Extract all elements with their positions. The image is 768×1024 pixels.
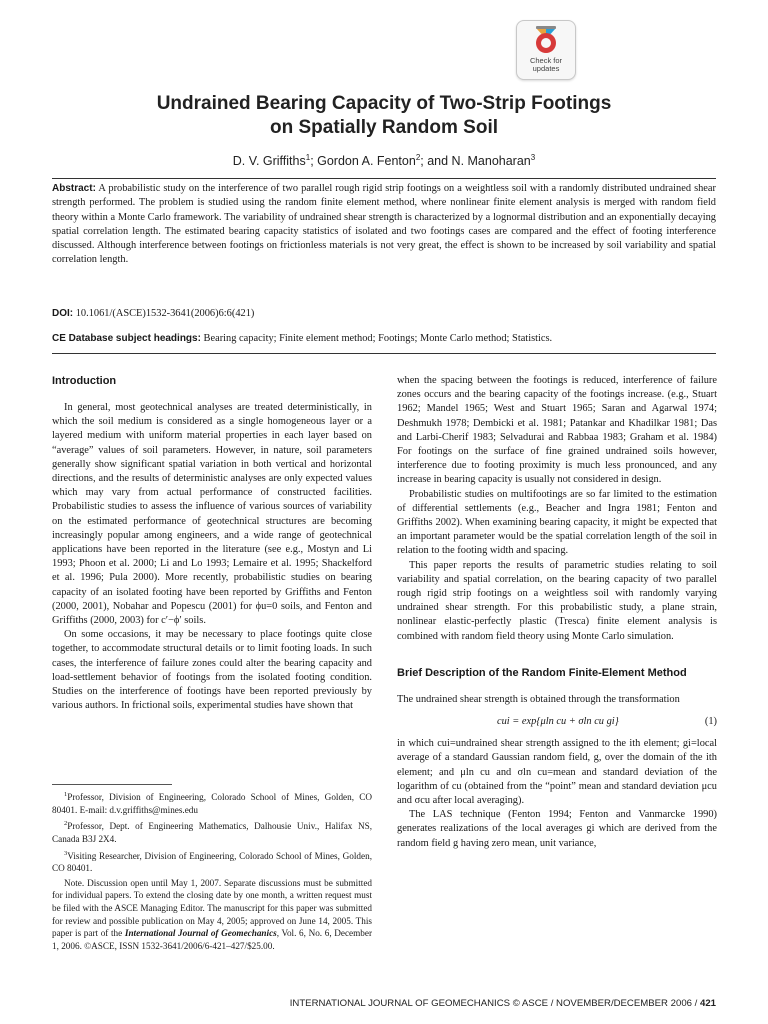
- abstract-text: A probabilistic study on the interference of two parallel rough rigid strip footings on a weightless soil with a randomly distributed undrained shear strength performed. The problem is studied using the random finite element method, where nonlinear finite element analysis is merged with random field theory within a Monte Carlo framework. The variability of undrained shear strength is characterized by a lognormal distribution and an exponentially decaying spatial correlation length. The estimated bearing capacity statistics of isolated and two footings cases are compared and the effect of footing interference discussed. Although interference between footings on frictionless materials is not very great, the effect is shown to be increased by soil variability and spatial correlation length.: [52, 183, 716, 266]
- subject-headings-label: CE Database subject headings:: [52, 333, 201, 344]
- abstract-label: Abstract:: [52, 183, 96, 194]
- check-for-updates-badge[interactable]: [516, 20, 576, 80]
- footnote-2: [52, 818, 372, 845]
- author-1-affil: 1: [305, 153, 311, 162]
- check-for-updates-label: [517, 57, 575, 73]
- left-column: [52, 374, 372, 713]
- section-heading-random-fem: Brief Description of the Random Finite-Element Method: [397, 666, 687, 679]
- section-heading-introduction: Introduction: [52, 375, 117, 387]
- doi-link[interactable]: 10.1061/(ASCE)1532-3641(2006)6:6(421): [75, 308, 255, 319]
- title-line-2: on Spatially Random Soil: [269, 117, 499, 138]
- intro-paragraph-1: In general, most geotechnical analyses are treated deterministically, in which the soil medium is considered as a single homogeneous layer or a layered medium with uniform material properties in each layer based on “average” values of soil parameters. However, in nature, soil parameters generally show significant spatial variation in both vertical and horizontal directions, and the results of deterministic analyses are only expected values which may vary from actual performance of constructed facilities. Probabilistic studies to assess the influence of various sources of variability on the estimated performance of geotechnical structures are becoming increasingly popular among engineers, and a wide range of geotechnical applications have been reported in the literature (see e.g., Mostyn and Li 1993; Phoon et al. 2000; Li and Lo 1993; Lemaire et al. 1995; Shackelford et al. 1996; Pula 2000). More recently, probabilistic studies on bearing capacity of an isolated footing have been reported by Griffiths and Fenton (2000, 2001), Nobahar and Popescu (2001) for ϕu=0 soils, and Fenton and Griffiths (2000, 2003) for c′−ϕ′ soils.: [52, 402, 372, 627]
- discussion-note: [52, 877, 372, 953]
- abstract: [52, 182, 716, 268]
- doi-line: [52, 308, 716, 319]
- footer-journal: INTERNATIONAL JOURNAL OF GEOMECHANICS © ASCE / NOVEMBER/DECEMBER 2006 /: [289, 998, 700, 1009]
- equation-1: [397, 715, 717, 729]
- crossmark-icon: [533, 26, 559, 56]
- journal-name: International Journal of Geomechanics: [124, 928, 277, 939]
- intro-paragraph-2: On some occasions, it may be necessary to place footings quite close together, to accommodate structural details or to limit footing loads. In such cases, the interference of failure zones could alter the bearing capacity and load-settlement behavior of footings from the isolated footing condition. Studies on the interference of footings have been reported previously by various authors. In frictional soils, experimental studies have shown that: [52, 629, 372, 712]
- author-list: [60, 153, 708, 168]
- footnote-1-mark: 1: [64, 791, 68, 798]
- footnote-3-mark: 3: [64, 849, 68, 857]
- right-paragraph-3: This paper reports the results of parametric studies relating to soil variability and spatial correlation, on the bearing capacity of two parallel rough rigid strip footings on a weightless soil with randomly varying undrained shear strength. For this probabilistic study, a plane strain, nonlinear elastic-perfectly plastic (Tresca) finite element analysis is combined with random field theory using Monte Carlo simulation.: [397, 559, 717, 642]
- footnote-3: [52, 848, 372, 875]
- note-text-b: , Vol. 6, No. 6, December 1, 2006. ©ASCE, ISSN 1532-3641/2006/6-421–427/$25.00.: [52, 928, 372, 951]
- author-1: D. V. Griffiths: [232, 154, 306, 169]
- footnote-3-text: Visiting Researcher, Division of Engineering, Colorado School of Mines, Golden, CO 80401.: [52, 850, 372, 874]
- note-text-a: Note. Discussion open until May 1, 2007. Separate discussions must be submitted for individual papers. To extend the closing date by one month, a written request must be filed with the ASCE Managing Editor. The manuscript for this paper was submitted for review and possible publication on May 4, 2005; approved on June 14, 2005. This paper is part of the: [52, 877, 372, 939]
- divider-middle: [52, 353, 716, 354]
- paper-title: [60, 92, 708, 140]
- page-number: 421: [699, 998, 716, 1009]
- footnotes: [52, 784, 372, 954]
- footnote-1-text: Professor, Division of Engineering, Colorado School of Mines, Golden, CO 80401. E-mail: d.v.griffiths@mines.edu: [52, 792, 372, 815]
- badge-line-2: updates: [532, 64, 560, 73]
- title-line-1: Undrained Bearing Capacity of Two-Strip Footings: [156, 93, 612, 114]
- subject-headings: [52, 333, 716, 344]
- author-3: ; and N. Manoharan: [420, 154, 531, 169]
- right-paragraph-2: Probabilistic studies on multifootings are so far limited to the estimation of differential settlements (e.g., Beacher and Ingra 1981; Fenton and Griffiths 2002). When examining bearing capacity, it might be expected that an important parameter would be the spatial correlation length of the soil in relation to the footing width and spacing.: [397, 488, 717, 557]
- doi-label: DOI:: [52, 308, 74, 319]
- footnote-2-mark: 2: [64, 820, 68, 828]
- right-paragraph-6: The LAS technique (Fenton 1994; Fenton and Vanmarcke 1990) generates realizations of the local averages gi which are derived from the random field g having zero mean, unit variance,: [397, 809, 717, 849]
- right-paragraph-1: when the spacing between the footings is reduced, interference of failure zones occurs and the bearing capacity of the footings increase. (e.g., Stuart 1962; Mandel 1965; West and Stuart 1965; Saran and Agarwal 1974; Deshmukh 1978; Dembicki et al. 1981; Patankar and Khadilkar 1981; Das and Larbi-Cherif 1983; Selvadurai and Rabbaa 1983; Graham et al. 1984) For footings on the surface of fine grained undrained soils however, interference due to footing proximity is much less pronounced, and any increase in bearing capacity is usually not considered in design.: [397, 375, 717, 486]
- right-paragraph-4: The undrained shear strength is obtained through the transformation: [397, 693, 680, 705]
- footnote-2-text: Professor, Dept. of Engineering Mathematics, Dalhousie Univ., Halifax NS, Canada B3J 2X4.: [52, 821, 372, 844]
- equation-body: cui = exp{μln cu + σln cu gi}: [497, 716, 619, 728]
- footnote-1: [52, 789, 372, 816]
- right-paragraph-5: in which cui=undrained shear strength assigned to the ith element; gi=local average of a standard Gaussian random field, g, over the domain of the ith element; and μln cu and σln cu=mean and standard deviation of the logarithm of cu (obtained from the “point” mean and standard deviation μcu and σcu after local averaging).: [397, 738, 717, 807]
- right-column: [397, 374, 717, 851]
- author-2-affil: 2: [415, 153, 421, 162]
- badge-line-1: Check for: [529, 56, 563, 65]
- page-footer: [52, 998, 716, 1009]
- equation-number: (1): [704, 716, 717, 728]
- author-2: ; Gordon A. Fenton: [310, 154, 416, 169]
- subject-headings-value: Bearing capacity; Finite element method; Footings; Monte Carlo method; Statistics.: [203, 333, 553, 344]
- author-3-affil: 3: [530, 153, 536, 162]
- footnote-rule: [52, 784, 172, 785]
- divider-top: [52, 178, 716, 179]
